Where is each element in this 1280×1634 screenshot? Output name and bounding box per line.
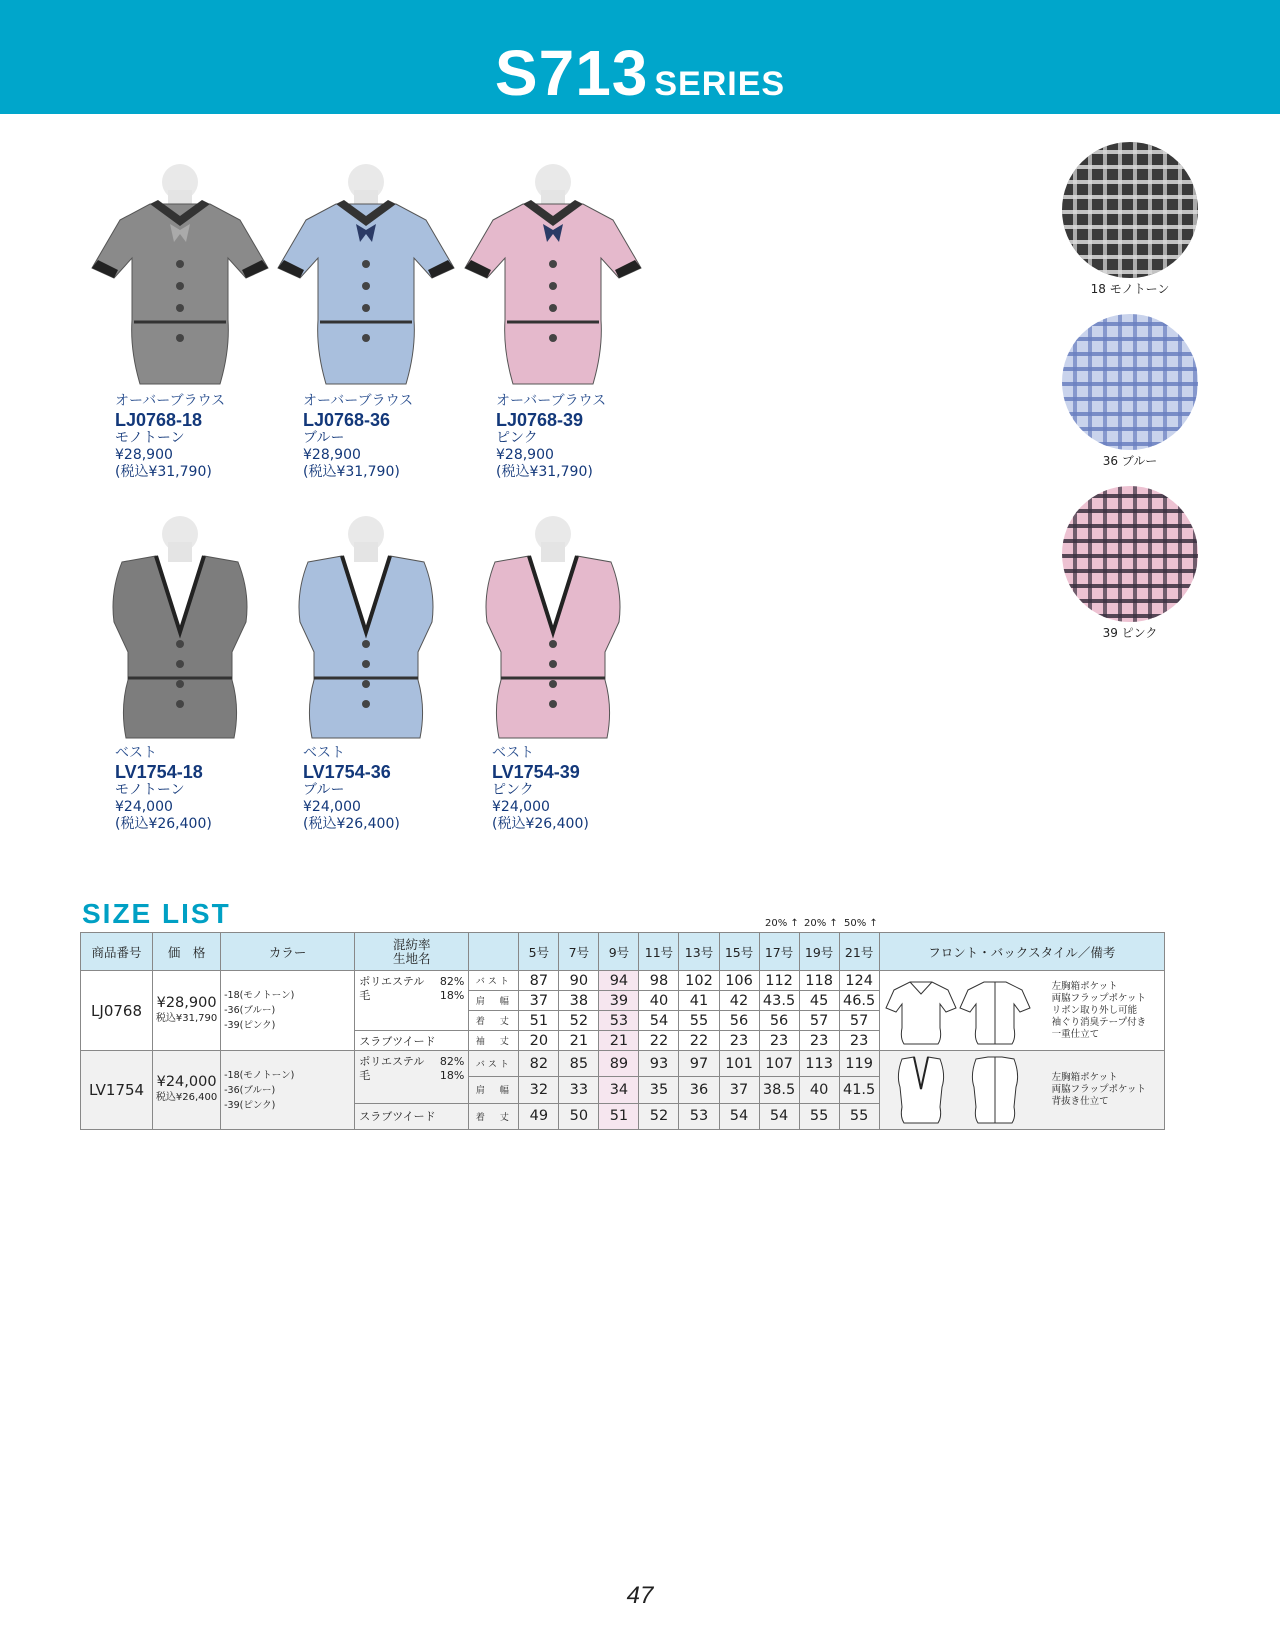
row-color: -18(モノトーン): [224, 1069, 295, 1081]
product-category: オーバーブラウス: [303, 393, 414, 409]
product-color: ブルー: [303, 782, 345, 798]
product-code: LJ0768-39: [496, 410, 584, 430]
series-number: S713: [494, 37, 649, 109]
fabric-name: 毛: [359, 989, 371, 1002]
measure-value: 36: [679, 1077, 719, 1103]
vest-image: [266, 512, 466, 744]
product-code: LV1754-39: [492, 762, 580, 782]
measure-value: 119: [839, 1051, 879, 1077]
measure-value: 53: [679, 1103, 719, 1129]
product-color: モノトーン: [115, 430, 185, 446]
product-price-tax: (税込¥26,400): [115, 816, 212, 832]
row-price-value: ¥24,000: [156, 1074, 217, 1090]
front-back-sketch: [884, 1055, 1034, 1125]
measure-value: 34: [599, 1077, 639, 1103]
page-number: 47: [626, 1582, 654, 1609]
product-price: ¥28,900: [115, 447, 173, 463]
product-caption: [303, 745, 400, 833]
measure-label: 肩 幅: [469, 1077, 519, 1103]
size-table: [80, 932, 1165, 1130]
row-fabric-type: スラブツイード: [355, 1103, 469, 1129]
measure-value: 52: [639, 1103, 679, 1129]
measure-value: 93: [639, 1051, 679, 1077]
measure-value: 37: [719, 1077, 759, 1103]
fabric-pct: 18%: [439, 989, 465, 1002]
note-line: 背抜き仕立て: [1051, 1096, 1109, 1107]
product-price: ¥28,900: [496, 447, 554, 463]
style-notes-cell: [879, 971, 1164, 1051]
product-category: ベスト: [303, 745, 345, 761]
measure-value: 22: [639, 1031, 679, 1051]
measure-label: 着 丈: [469, 1103, 519, 1129]
measure-value: 21: [599, 1031, 639, 1051]
row-fabric-type: スラブツイード: [355, 1031, 469, 1051]
th-size-11: 11号: [639, 933, 679, 971]
product-category: オーバーブラウス: [115, 393, 226, 409]
measure-label: バスト: [469, 971, 519, 991]
table-row: [81, 971, 1165, 991]
th-color: カラー: [221, 933, 355, 971]
fabric-pct: 18%: [439, 1069, 465, 1082]
measure-value: 54: [759, 1103, 799, 1129]
size-list-title: SIZE LIST: [82, 898, 231, 929]
measure-value: 51: [519, 1011, 559, 1031]
row-price-tax: 税込¥31,790: [155, 1012, 218, 1024]
measure-value: 43.5: [759, 991, 799, 1011]
measure-value: 41: [679, 991, 719, 1011]
blouse-image: [266, 160, 466, 392]
measure-value: 49: [519, 1103, 559, 1129]
fabric-swatch: [1062, 314, 1198, 450]
product-color: モノトーン: [115, 782, 185, 798]
measure-label: バスト: [469, 1051, 519, 1077]
measure-value: 22: [679, 1031, 719, 1051]
fabric-swatch: [1062, 142, 1198, 278]
row-color: -18(モノトーン): [224, 990, 295, 1001]
product-code: LV1754-36: [303, 762, 391, 782]
measure-value: 90: [559, 971, 599, 991]
measure-value: 40: [639, 991, 679, 1011]
product-price-tax: (税込¥31,790): [303, 464, 400, 480]
front-back-sketch: [884, 976, 1034, 1046]
style-notes-cell: [879, 1051, 1164, 1130]
product-category: ベスト: [492, 745, 534, 761]
measure-value: 112: [759, 971, 799, 991]
measure-value: 23: [839, 1031, 879, 1051]
measure-value: 23: [719, 1031, 759, 1051]
product-code: LJ0768-18: [115, 410, 203, 430]
vest-image: [453, 512, 653, 744]
th-price: 価 格: [153, 933, 221, 971]
product-price-tax: (税込¥26,400): [303, 816, 400, 832]
row-notes: [1052, 981, 1147, 1041]
measure-value: 46.5: [839, 991, 879, 1011]
vest-image: [80, 512, 280, 744]
row-color: -39(ピンク): [224, 1099, 276, 1111]
measure-value: 98: [639, 971, 679, 991]
product-color: ピンク: [492, 782, 534, 798]
product-code: LV1754-18: [115, 762, 203, 782]
row-notes: [1052, 1072, 1146, 1108]
measure-value: 35: [639, 1077, 679, 1103]
measure-value: 102: [679, 971, 719, 991]
measure-value: 40: [799, 1077, 839, 1103]
measure-value: 113: [799, 1051, 839, 1077]
product-price: ¥24,000: [492, 799, 550, 815]
product-price: ¥24,000: [303, 799, 361, 815]
measure-value: 20: [519, 1031, 559, 1051]
th-size-9: 9号: [599, 933, 639, 971]
measure-value: 57: [799, 1011, 839, 1031]
measure-value: 38.5: [759, 1077, 799, 1103]
table-row: [81, 1051, 1165, 1077]
measure-value: 56: [719, 1011, 759, 1031]
product-color: ピンク: [496, 430, 538, 446]
th-fabric: 混紡率 生地名: [355, 933, 469, 971]
measure-value: 37: [519, 991, 559, 1011]
product-caption: [115, 393, 225, 481]
series-header: [0, 0, 1280, 114]
fabric-name: ポリエステル: [359, 975, 425, 988]
row-fabric: [355, 971, 469, 1031]
pct-note-19: 20% ↑: [804, 918, 838, 929]
th-code: 商品番号: [81, 933, 153, 971]
note-line: 両脇フラップポケット: [1051, 992, 1146, 1004]
row-colors: [221, 1051, 355, 1130]
blouse-image: [80, 160, 280, 392]
measure-value: 97: [679, 1051, 719, 1077]
measure-value: 39: [599, 991, 639, 1011]
measure-value: 21: [559, 1031, 599, 1051]
measure-value: 42: [719, 991, 759, 1011]
note-line: 一重仕立て: [1051, 1028, 1100, 1040]
row-code: LJ0768: [81, 971, 153, 1051]
measure-label: 着 丈: [469, 1011, 519, 1031]
th-size-17: 17号: [759, 933, 799, 971]
product-price-tax: (税込¥31,790): [496, 464, 593, 480]
measure-value: 57: [839, 1011, 879, 1031]
note-line: 袖ぐり消臭テープ付き: [1051, 1016, 1147, 1028]
product-caption: [115, 745, 212, 833]
fabric-pct: 82%: [439, 1055, 465, 1068]
product-color: ブルー: [303, 430, 345, 446]
product-price: ¥28,900: [303, 447, 361, 463]
row-price-value: ¥28,900: [156, 994, 217, 1011]
note-line: 両脇フラップポケット: [1051, 1084, 1146, 1095]
th-style-notes: フロント・バックスタイル／備考: [879, 933, 1164, 971]
product-price-tax: (税込¥26,400): [492, 816, 589, 832]
th-size-5: 5号: [519, 933, 559, 971]
measure-value: 52: [559, 1011, 599, 1031]
row-price: [153, 971, 221, 1051]
th-size-21: 21号: [839, 933, 879, 971]
note-line: 左胸箱ポケット: [1051, 1072, 1118, 1083]
measure-value: 51: [599, 1103, 639, 1129]
measure-value: 55: [799, 1103, 839, 1129]
pct-note-17: 20% ↑: [765, 918, 799, 929]
measure-value: 82: [519, 1051, 559, 1077]
fabric-name: ポリエステル: [359, 1055, 425, 1068]
measure-value: 38: [559, 991, 599, 1011]
fabric-pct: 82%: [439, 975, 465, 988]
measure-value: 50: [559, 1103, 599, 1129]
fabric-name: 毛: [359, 1069, 371, 1082]
row-price-tax: 税込¥26,400: [155, 1092, 218, 1103]
measure-value: 85: [559, 1051, 599, 1077]
note-line: リボン取り外し可能: [1051, 1004, 1138, 1016]
product-caption: [492, 745, 589, 833]
measure-value: 54: [639, 1011, 679, 1031]
row-code: LV1754: [81, 1051, 153, 1130]
measure-value: 23: [759, 1031, 799, 1051]
row-color: -36(ブルー): [224, 1084, 276, 1096]
product-caption: [303, 393, 413, 481]
th-size-13: 13号: [679, 933, 719, 971]
series-word: SERIES: [654, 65, 786, 103]
product-category: オーバーブラウス: [496, 393, 607, 409]
measure-value: 106: [719, 971, 759, 991]
product-price-tax: (税込¥31,790): [115, 464, 212, 480]
measure-label: 袖 丈: [469, 1031, 519, 1051]
measure-value: 32: [519, 1077, 559, 1103]
measure-value: 87: [519, 971, 559, 991]
measure-value: 56: [759, 1011, 799, 1031]
swatch-label: 18 モノトーン: [1090, 282, 1170, 296]
product-category: ベスト: [115, 745, 157, 761]
th-size-19: 19号: [799, 933, 839, 971]
note-line: 左胸箱ポケット: [1051, 980, 1118, 992]
blouse-image: [453, 160, 653, 392]
row-color: -39(ピンク): [224, 1020, 276, 1031]
size-table-header: [81, 933, 1165, 971]
measure-value: 41.5: [839, 1077, 879, 1103]
measure-value: 23: [799, 1031, 839, 1051]
row-colors: [221, 971, 355, 1051]
swatch-label: 36 ブルー: [1102, 454, 1158, 468]
product-code: LJ0768-36: [303, 410, 391, 430]
product-price: ¥24,000: [115, 799, 173, 815]
row-price: [153, 1051, 221, 1130]
measure-value: 55: [839, 1103, 879, 1129]
measure-value: 124: [839, 971, 879, 991]
measure-value: 55: [679, 1011, 719, 1031]
measure-label: 肩 幅: [469, 991, 519, 1011]
measure-value: 101: [719, 1051, 759, 1077]
row-fabric: [355, 1051, 469, 1104]
measure-value: 107: [759, 1051, 799, 1077]
row-color: -36(ブルー): [224, 1005, 276, 1016]
th-size-15: 15号: [719, 933, 759, 971]
th-size-7: 7号: [559, 933, 599, 971]
fabric-swatch: [1062, 486, 1198, 622]
measure-value: 94: [599, 971, 639, 991]
measure-value: 89: [599, 1051, 639, 1077]
measure-value: 45: [799, 991, 839, 1011]
swatch-label: 39 ピンク: [1102, 626, 1158, 640]
measure-value: 54: [719, 1103, 759, 1129]
measure-value: 118: [799, 971, 839, 991]
measure-value: 53: [599, 1011, 639, 1031]
th-measure: [469, 933, 519, 971]
pct-note-21: 50% ↑: [844, 918, 878, 929]
product-caption: [496, 393, 606, 481]
measure-value: 33: [559, 1077, 599, 1103]
